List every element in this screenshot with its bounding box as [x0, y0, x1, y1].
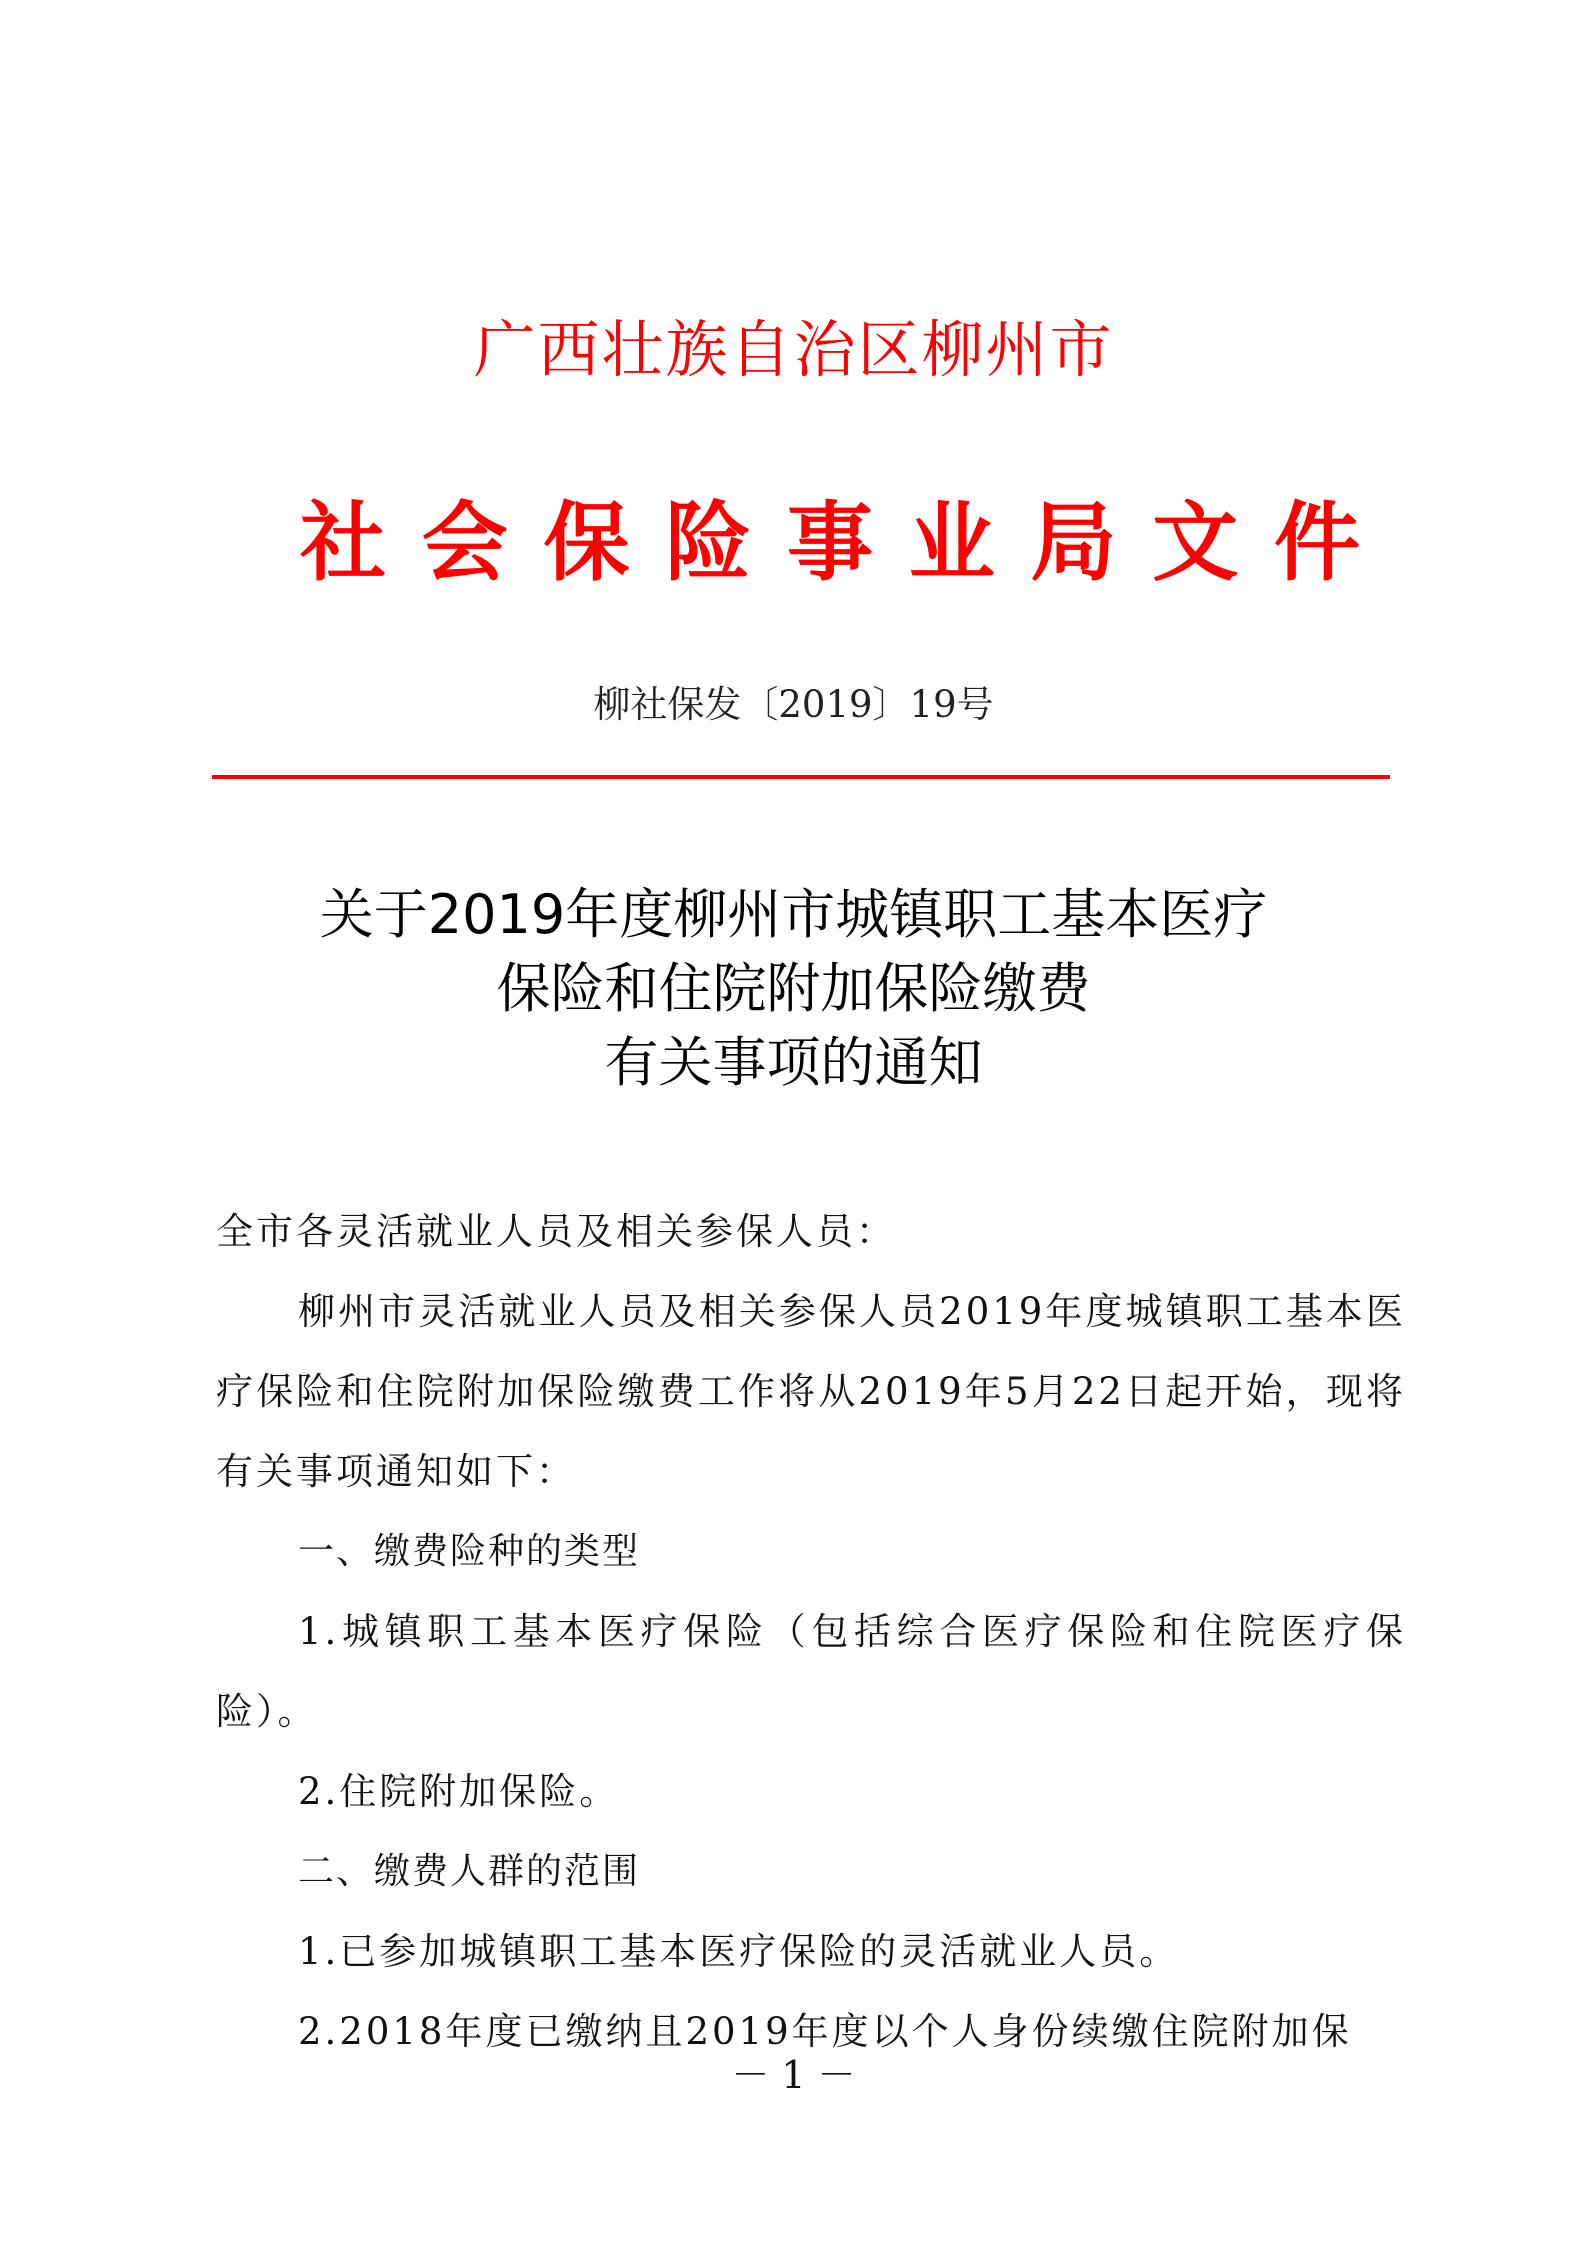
header-char: 事 [787, 493, 873, 593]
header-char: 险 [665, 493, 752, 593]
header-char: 会 [421, 493, 508, 593]
section-heading: 一、缴费险种的类型 [298, 1531, 641, 1572]
title-line: 关于2019年度柳州市城镇职工基本医疗 [319, 883, 1268, 946]
notice-title [0, 878, 1587, 1100]
header-char: 业 [908, 493, 995, 593]
list-item: 1.城镇职工基本医疗保险（包括综合医疗保险和住院医疗保险）。 [216, 1610, 1406, 1733]
header-char: 保 [543, 493, 630, 593]
intro-paragraph: 柳州市灵活就业人员及相关参保人员2019年度城镇职工基本医疗保险和住院附加保险缴费工作将从2019年5月22日起开始，现将有关事项通知如下： [216, 1290, 1406, 1493]
header-char: 局 [1030, 493, 1117, 593]
header-char: 件 [1274, 493, 1360, 593]
list-item: 2.住院附加保险。 [298, 1770, 620, 1813]
page-number: － 1 － [731, 2053, 856, 2097]
header-char: 文 [1152, 493, 1239, 593]
issuer-office-header [300, 488, 1360, 598]
list-item: 1.已参加城镇职工基本医疗保险的灵活就业人员。 [298, 1930, 1180, 1973]
salutation: 全市各灵活就业人员及相关参保人员： [216, 1210, 896, 1253]
document-number: 柳社保发〔2019〕19号 [593, 683, 994, 726]
title-line: 有关事项的通知 [604, 1031, 983, 1094]
header-char: 社 [300, 493, 386, 593]
notice-body [216, 1192, 1406, 2072]
red-divider-line [212, 775, 1390, 779]
title-line: 保险和住院附加保险缴费 [496, 957, 1091, 1020]
issuer-region-header: 广西壮族自治区柳州市 [473, 313, 1114, 386]
list-item: 2.2018年度已缴纳且2019年度以个人身份续缴住院附加保 [298, 2010, 1352, 2053]
section-heading: 二、缴费人群的范围 [298, 1851, 641, 1892]
